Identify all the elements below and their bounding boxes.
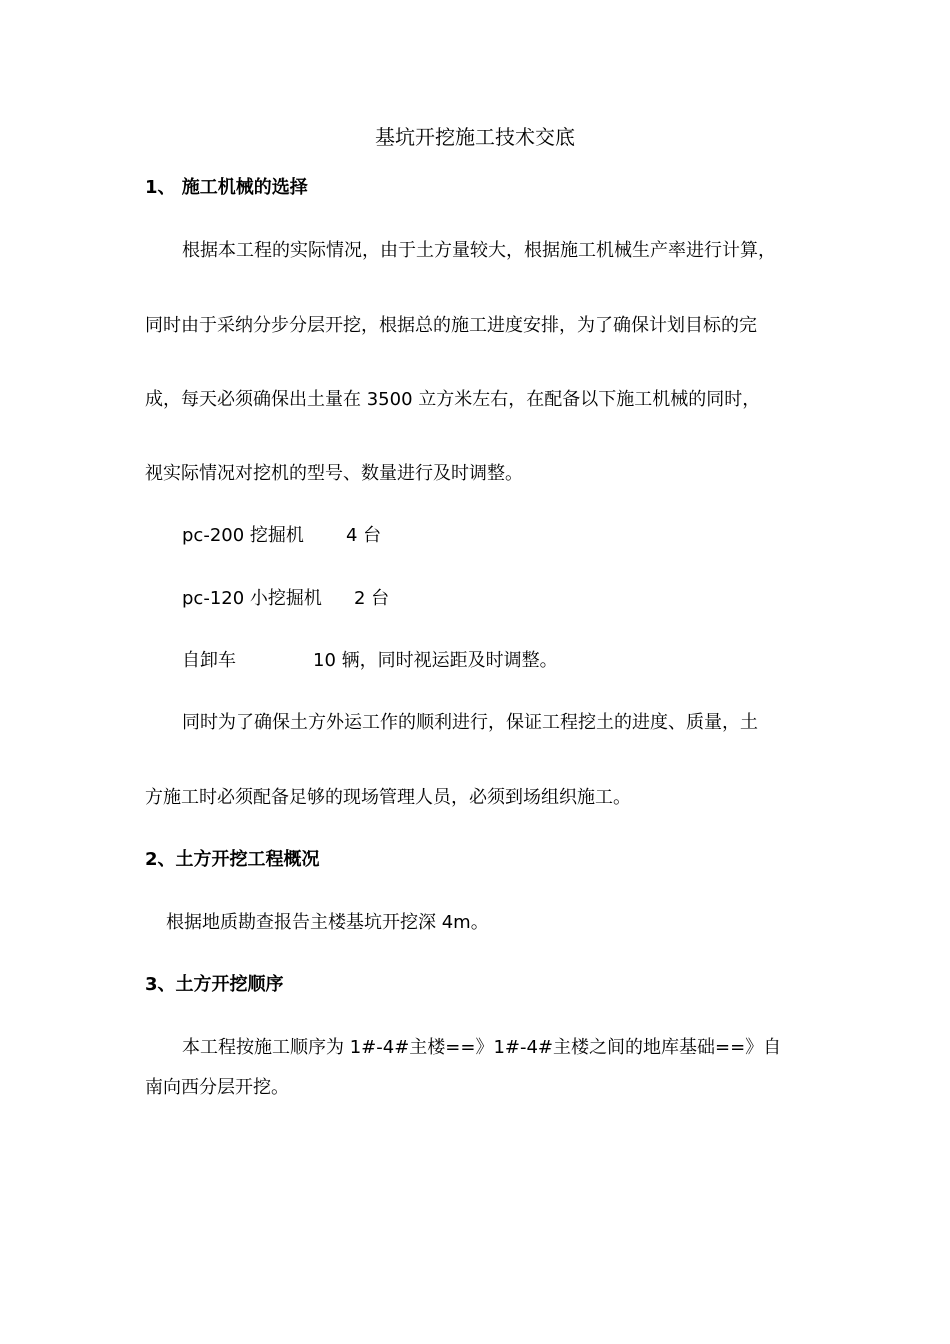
section-3-line-2: 南向西分层开挖。 (145, 1077, 289, 1098)
document-title: 基坑开挖施工技术交底 (375, 125, 575, 149)
section-1-paragraph-1-line-2: 同时由于采纳分步分层开挖，根据总的施工进度安排，为了确保计划目标的完 (145, 315, 757, 336)
section-1-paragraph-2-line-1: 同时为了确保土方外运工作的顺利进行，保证工程挖土的进度、质量，土 (182, 712, 758, 733)
section-1-paragraph-1-line-1: 根据本工程的实际情况，由于土方量较大，根据施工机械生产率进行计算， (182, 240, 776, 261)
machine-item-quantity: 10 辆，同时视运距及时调整。 (313, 650, 558, 671)
machine-item-quantity: 2 台 (354, 588, 390, 609)
section-1-paragraph-2-line-2: 方施工时必须配备足够的现场管理人员，必须到场组织施工。 (145, 787, 631, 808)
section-2-heading: 2、土方开挖工程概况 (145, 849, 320, 870)
section-1-paragraph-1-line-3: 成，每天必须确保出土量在 3500 立方米左右，在配备以下施工机械的同时， (145, 389, 761, 410)
section-1-paragraph-1-line-4: 视实际情况对挖机的型号、数量进行及时调整。 (145, 463, 523, 484)
machine-item-name: pc-200 挖掘机 (182, 525, 304, 546)
machine-item-name: pc-120 小挖掘机 (182, 588, 322, 609)
section-3-line-1: 本工程按施工顺序为 1#-4#主楼==》1#-4#主楼之间的地库基础==》自 (182, 1037, 782, 1058)
section-1-heading: 1、 施工机械的选择 (145, 177, 308, 198)
machine-item-name: 自卸车 (182, 650, 236, 671)
machine-item-quantity: 4 台 (346, 525, 382, 546)
section-3-heading: 3、土方开挖顺序 (145, 974, 284, 995)
section-2-text: 根据地质勘查报告主楼基坑开挖深 4m。 (166, 912, 489, 933)
